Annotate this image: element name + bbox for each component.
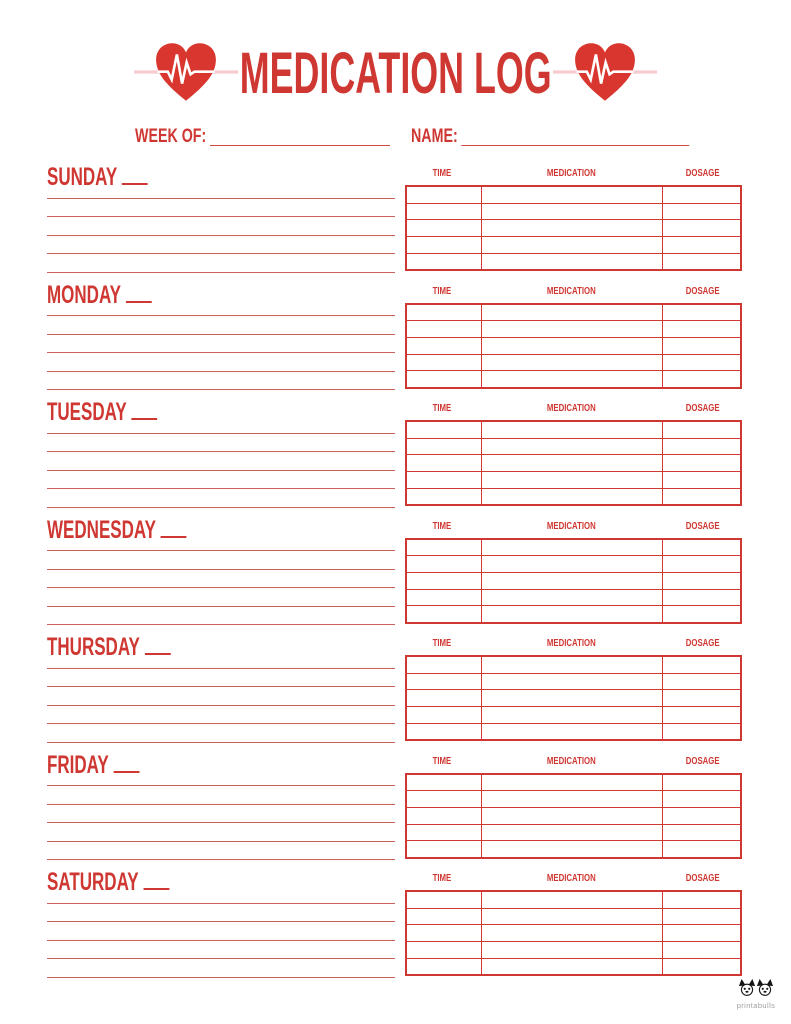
cell-medication[interactable] — [481, 371, 662, 387]
cell-medication[interactable] — [481, 606, 662, 622]
note-line[interactable] — [47, 489, 395, 508]
day-table-area — [405, 636, 742, 738]
cell-time[interactable] — [407, 489, 481, 505]
cell-dosage[interactable] — [662, 489, 740, 505]
cell-time[interactable] — [407, 472, 481, 488]
note-line[interactable] — [47, 452, 395, 471]
two-bulldogs-icon — [738, 978, 774, 997]
day-notes — [47, 298, 395, 391]
cell-medication[interactable] — [481, 573, 662, 589]
note-line[interactable] — [47, 842, 395, 861]
cell-medication[interactable] — [481, 187, 662, 203]
cell-medication[interactable] — [481, 775, 662, 791]
day-table-area — [405, 871, 742, 973]
day-blank-line[interactable] — [122, 168, 148, 185]
cell-time[interactable] — [407, 338, 481, 354]
day-blank-line[interactable] — [113, 756, 139, 773]
column-header-dosage: DOSAGE — [685, 168, 720, 179]
day-section — [47, 515, 742, 621]
cell-dosage[interactable] — [662, 573, 740, 589]
table-row — [407, 807, 740, 824]
cell-medication[interactable] — [481, 657, 662, 673]
table-row — [407, 673, 740, 690]
cell-medication[interactable] — [481, 791, 662, 807]
medication-table — [405, 655, 742, 741]
table-row — [407, 824, 740, 841]
week-of-input-line[interactable] — [210, 142, 390, 146]
medication-table — [405, 420, 742, 506]
note-line[interactable] — [47, 434, 395, 453]
table-row — [407, 187, 740, 203]
cell-time[interactable] — [407, 439, 481, 455]
cell-time[interactable] — [407, 355, 481, 371]
cell-medication[interactable] — [481, 556, 662, 572]
column-header-dosage: DOSAGE — [685, 873, 720, 884]
cell-dosage[interactable] — [662, 690, 740, 706]
cell-dosage[interactable] — [662, 220, 740, 236]
cell-medication[interactable] — [481, 540, 662, 556]
cell-time[interactable] — [407, 925, 481, 941]
column-header-time: TIME — [433, 520, 452, 532]
day-notes-area — [47, 868, 395, 973]
table-row — [407, 605, 740, 622]
cell-medication[interactable] — [481, 690, 662, 706]
table-row — [407, 354, 740, 371]
cell-dosage[interactable] — [662, 892, 740, 908]
cell-dosage[interactable] — [662, 674, 740, 690]
note-line[interactable] — [47, 217, 395, 236]
cell-dosage[interactable] — [662, 724, 740, 740]
cell-medication[interactable] — [481, 808, 662, 824]
day-section — [47, 868, 742, 973]
page-title: MEDICATION LOG — [239, 39, 552, 106]
cell-dosage[interactable] — [662, 791, 740, 807]
note-line[interactable] — [47, 823, 395, 842]
column-header-time: TIME — [433, 755, 452, 767]
cell-medication[interactable] — [481, 909, 662, 925]
cell-medication[interactable] — [481, 590, 662, 606]
column-header-dosage: DOSAGE — [685, 638, 720, 649]
note-line[interactable] — [47, 959, 395, 978]
day-section — [47, 398, 742, 503]
cell-medication[interactable] — [481, 455, 662, 471]
column-header-medication: MEDICATION — [547, 403, 596, 414]
cell-time[interactable] — [407, 909, 481, 925]
cell-time[interactable] — [407, 204, 481, 220]
table-row — [407, 958, 740, 975]
cell-dosage[interactable] — [662, 371, 740, 387]
day-label: TUESDAY — [47, 398, 127, 426]
cell-time[interactable] — [407, 606, 481, 622]
cell-time[interactable] — [407, 455, 481, 471]
cell-medication[interactable] — [481, 321, 662, 337]
table-row — [407, 924, 740, 941]
cell-medication[interactable] — [481, 439, 662, 455]
cell-dosage[interactable] — [662, 237, 740, 253]
table-row — [407, 203, 740, 220]
day-section — [47, 633, 742, 738]
day-notes — [47, 768, 395, 861]
column-header-time: TIME — [433, 403, 452, 414]
table-row — [407, 370, 740, 387]
cell-dosage[interactable] — [662, 439, 740, 455]
cell-time[interactable] — [407, 724, 481, 740]
cell-dosage[interactable] — [662, 657, 740, 673]
table-row — [407, 540, 740, 556]
table-header-row — [405, 519, 742, 533]
column-header-time: TIME — [433, 285, 452, 297]
day-label: MONDAY — [47, 280, 122, 309]
note-line[interactable] — [47, 706, 395, 725]
cell-medication[interactable] — [481, 942, 662, 958]
cell-time[interactable] — [407, 825, 481, 841]
table-row — [407, 555, 740, 572]
table-row — [407, 840, 740, 857]
table-row — [407, 488, 740, 505]
name-input-line[interactable] — [461, 142, 689, 146]
day-label: WEDNESDAY — [47, 515, 156, 544]
day-notes — [47, 415, 395, 508]
cell-time[interactable] — [407, 892, 481, 908]
cell-time[interactable] — [407, 422, 481, 438]
cell-dosage[interactable] — [662, 305, 740, 321]
cell-medication[interactable] — [481, 959, 662, 975]
cell-dosage[interactable] — [662, 254, 740, 270]
cell-time[interactable] — [407, 942, 481, 958]
table-row — [407, 572, 740, 589]
note-line[interactable] — [47, 607, 395, 626]
table-row — [407, 236, 740, 253]
cell-dosage[interactable] — [662, 556, 740, 572]
cell-dosage[interactable] — [662, 472, 740, 488]
table-row — [407, 908, 740, 925]
cell-dosage[interactable] — [662, 422, 740, 438]
brand-footer — [730, 978, 782, 1010]
cell-medication[interactable] — [481, 338, 662, 354]
note-line[interactable] — [47, 687, 395, 706]
table-row — [407, 337, 740, 354]
day-notes — [47, 650, 395, 743]
cell-time[interactable] — [407, 775, 481, 791]
cell-time[interactable] — [407, 707, 481, 723]
cell-dosage[interactable] — [662, 942, 740, 958]
cell-dosage[interactable] — [662, 355, 740, 371]
day-blank-line[interactable] — [131, 403, 157, 420]
cell-medication[interactable] — [481, 204, 662, 220]
table-row — [407, 438, 740, 455]
cell-dosage[interactable] — [662, 455, 740, 471]
name-label: NAME: — [411, 126, 458, 148]
medication-table — [405, 773, 742, 859]
brand-text: printabulls — [736, 1001, 776, 1010]
column-header-dosage: DOSAGE — [685, 520, 720, 532]
table-row — [407, 941, 740, 958]
day-notes-area — [47, 163, 395, 268]
cell-medication[interactable] — [481, 220, 662, 236]
table-row — [407, 689, 740, 706]
day-title — [47, 868, 395, 896]
note-line[interactable] — [47, 904, 395, 923]
note-line[interactable] — [47, 570, 395, 589]
day-notes-area — [47, 398, 395, 503]
medication-table — [405, 303, 742, 389]
day-title — [47, 398, 395, 426]
cell-time[interactable] — [407, 305, 481, 321]
note-line[interactable] — [47, 353, 395, 372]
column-header-medication: MEDICATION — [547, 755, 596, 767]
cell-time[interactable] — [407, 556, 481, 572]
note-line[interactable] — [47, 335, 395, 354]
cell-time[interactable] — [407, 237, 481, 253]
medication-table — [405, 185, 742, 271]
table-row — [407, 422, 740, 438]
table-row — [407, 790, 740, 807]
day-notes-area — [47, 515, 395, 621]
note-line[interactable] — [47, 724, 395, 743]
day-table-area — [405, 754, 742, 856]
table-row — [407, 723, 740, 740]
day-blank-line[interactable] — [143, 873, 169, 890]
column-header-time: TIME — [433, 168, 452, 179]
cell-medication[interactable] — [481, 892, 662, 908]
table-header-row — [405, 871, 742, 885]
cell-time[interactable] — [407, 254, 481, 270]
note-line[interactable] — [47, 254, 395, 273]
table-header-row — [405, 284, 742, 298]
cell-dosage[interactable] — [662, 841, 740, 857]
cell-medication[interactable] — [481, 355, 662, 371]
cell-medication[interactable] — [481, 422, 662, 438]
cell-medication[interactable] — [481, 841, 662, 857]
day-sections — [0, 163, 791, 973]
note-line[interactable] — [47, 669, 395, 688]
column-header-medication: MEDICATION — [547, 520, 596, 532]
note-line[interactable] — [47, 236, 395, 255]
day-notes-area — [47, 633, 395, 738]
cell-time[interactable] — [407, 590, 481, 606]
heart-ekg-icon — [134, 40, 238, 106]
day-table-area — [405, 519, 742, 621]
day-title — [47, 163, 395, 191]
table-row — [407, 589, 740, 606]
column-header-medication: MEDICATION — [547, 285, 596, 297]
day-notes-area — [47, 750, 395, 856]
fields-row — [0, 124, 791, 148]
column-header-dosage: DOSAGE — [685, 755, 720, 767]
cell-dosage[interactable] — [662, 925, 740, 941]
cell-dosage[interactable] — [662, 775, 740, 791]
table-row — [407, 454, 740, 471]
cell-dosage[interactable] — [662, 590, 740, 606]
day-blank-line[interactable] — [161, 521, 187, 538]
cell-time[interactable] — [407, 220, 481, 236]
cell-time[interactable] — [407, 808, 481, 824]
note-line[interactable] — [47, 588, 395, 607]
table-row — [407, 775, 740, 791]
cell-dosage[interactable] — [662, 707, 740, 723]
cell-time[interactable] — [407, 573, 481, 589]
cell-dosage[interactable] — [662, 204, 740, 220]
day-blank-line[interactable] — [126, 286, 152, 303]
note-line[interactable] — [47, 922, 395, 941]
week-of-label: WEEK OF: — [135, 126, 207, 148]
cell-dosage[interactable] — [662, 321, 740, 337]
day-label: THURSDAY — [47, 633, 140, 661]
day-section — [47, 280, 742, 386]
cell-medication[interactable] — [481, 472, 662, 488]
cell-time[interactable] — [407, 959, 481, 975]
day-label: FRIDAY — [47, 750, 109, 779]
table-row — [407, 219, 740, 236]
day-label: SUNDAY — [47, 163, 118, 191]
table-row — [407, 657, 740, 673]
day-table-area — [405, 284, 742, 386]
column-header-dosage: DOSAGE — [685, 403, 720, 414]
table-header-row — [405, 754, 742, 768]
cell-time[interactable] — [407, 187, 481, 203]
day-blank-line[interactable] — [145, 638, 171, 655]
day-title — [47, 750, 395, 779]
note-line[interactable] — [47, 372, 395, 391]
cell-medication[interactable] — [481, 674, 662, 690]
note-line[interactable] — [47, 551, 395, 570]
cell-dosage[interactable] — [662, 909, 740, 925]
table-header-row — [405, 401, 742, 415]
cell-medication[interactable] — [481, 724, 662, 740]
medication-table — [405, 890, 742, 976]
cell-medication[interactable] — [481, 254, 662, 270]
column-header-medication: MEDICATION — [547, 168, 596, 179]
table-row — [407, 320, 740, 337]
cell-dosage[interactable] — [662, 825, 740, 841]
note-line[interactable] — [47, 786, 395, 805]
heart-ekg-icon — [553, 40, 657, 106]
column-header-time: TIME — [433, 873, 452, 884]
note-line[interactable] — [47, 471, 395, 490]
day-label: SATURDAY — [47, 868, 139, 896]
note-line[interactable] — [47, 805, 395, 824]
note-line[interactable] — [47, 941, 395, 960]
table-header-row — [405, 166, 742, 180]
cell-medication[interactable] — [481, 489, 662, 505]
column-header-time: TIME — [433, 638, 452, 649]
column-header-medication: MEDICATION — [547, 638, 596, 649]
note-line[interactable] — [47, 199, 395, 218]
table-row — [407, 471, 740, 488]
day-section — [47, 750, 742, 856]
day-notes — [47, 180, 395, 273]
cell-dosage[interactable] — [662, 187, 740, 203]
cell-dosage[interactable] — [662, 540, 740, 556]
note-line[interactable] — [47, 316, 395, 335]
cell-medication[interactable] — [481, 825, 662, 841]
cell-time[interactable] — [407, 540, 481, 556]
day-notes — [47, 885, 395, 978]
cell-medication[interactable] — [481, 237, 662, 253]
cell-time[interactable] — [407, 791, 481, 807]
column-header-medication: MEDICATION — [547, 873, 596, 884]
cell-time[interactable] — [407, 690, 481, 706]
table-row — [407, 253, 740, 270]
page-header — [0, 0, 791, 110]
cell-time[interactable] — [407, 657, 481, 673]
day-section — [47, 163, 742, 268]
day-title — [47, 633, 395, 661]
cell-dosage[interactable] — [662, 808, 740, 824]
cell-time[interactable] — [407, 321, 481, 337]
day-title — [47, 280, 395, 309]
cell-dosage[interactable] — [662, 959, 740, 975]
cell-medication[interactable] — [481, 707, 662, 723]
cell-dosage[interactable] — [662, 338, 740, 354]
cell-medication[interactable] — [481, 305, 662, 321]
cell-time[interactable] — [407, 371, 481, 387]
cell-dosage[interactable] — [662, 606, 740, 622]
day-notes-area — [47, 280, 395, 386]
table-row — [407, 305, 740, 321]
table-row — [407, 706, 740, 723]
table-row — [407, 892, 740, 908]
cell-time[interactable] — [407, 841, 481, 857]
day-table-area — [405, 166, 742, 268]
cell-time[interactable] — [407, 674, 481, 690]
table-header-row — [405, 636, 742, 650]
cell-medication[interactable] — [481, 925, 662, 941]
column-header-dosage: DOSAGE — [685, 285, 720, 297]
medication-table — [405, 538, 742, 624]
day-table-area — [405, 401, 742, 503]
day-notes — [47, 533, 395, 626]
day-title — [47, 515, 395, 544]
